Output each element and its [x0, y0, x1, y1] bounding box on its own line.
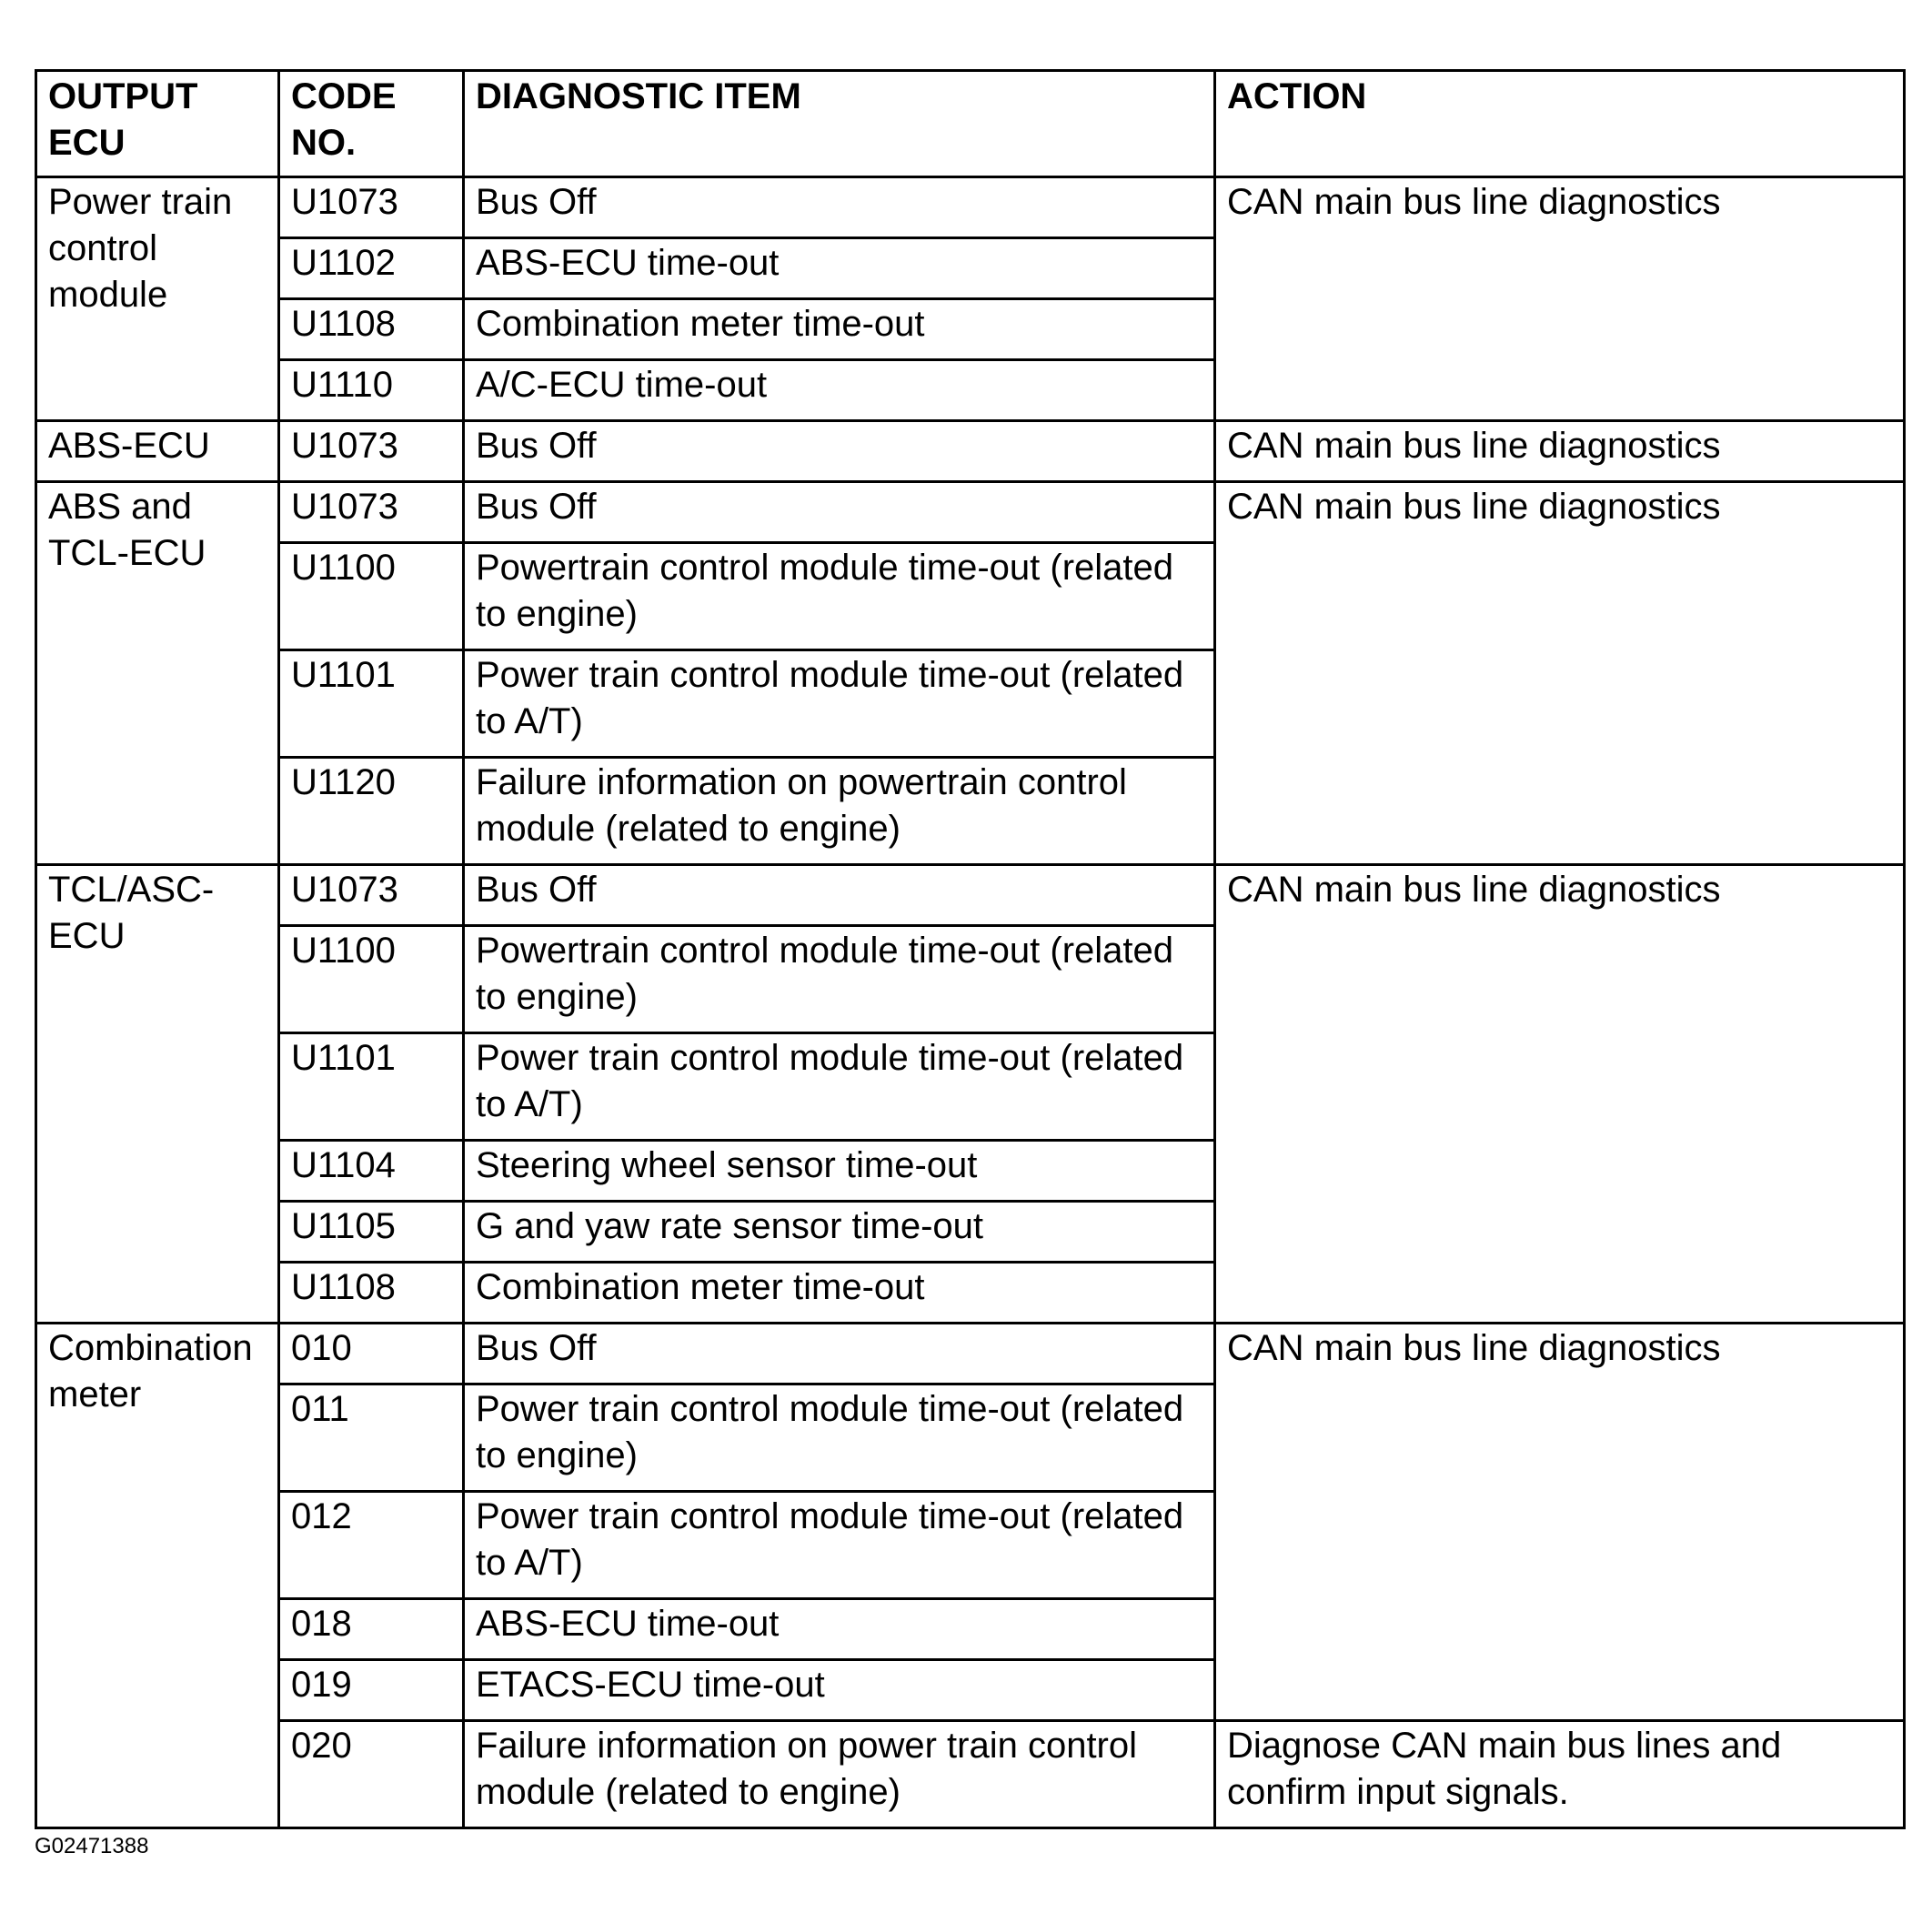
action-cell: CAN main bus line diagnostics [1215, 177, 1905, 421]
table-row [36, 1721, 1905, 1828]
table-row [36, 482, 1905, 543]
code-cell: U1073 [279, 482, 464, 543]
action-cell: CAN main bus line diagnostics [1215, 421, 1905, 482]
table-row [36, 1324, 1905, 1384]
diagnostic-item-cell: ABS-ECU time-out [464, 1599, 1215, 1660]
header-code-no: CODE NO. [279, 71, 464, 177]
output-ecu-cell: ABS and TCL-ECU [36, 482, 279, 865]
figure-reference-id: G02471388 [35, 1834, 149, 1858]
table-row [36, 865, 1905, 926]
code-cell: U1108 [279, 299, 464, 360]
diagnostic-item-cell: Power train control module time-out (related to A/T) [464, 1033, 1215, 1141]
diagnostic-item-cell: Power train control module time-out (related to engine) [464, 1384, 1215, 1492]
diagnostic-code-table [35, 69, 1906, 1829]
code-cell: U1104 [279, 1141, 464, 1202]
diagnostic-item-cell: Bus Off [464, 421, 1215, 482]
diagnostic-item-cell: Failure information on powertrain control module (related to engine) [464, 758, 1215, 865]
output-ecu-cell: Power train control module [36, 177, 279, 421]
code-cell: U1101 [279, 650, 464, 758]
output-ecu-cell: ABS-ECU [36, 421, 279, 482]
code-cell: U1101 [279, 1033, 464, 1141]
diagnostic-item-cell: G and yaw rate sensor time-out [464, 1202, 1215, 1263]
code-cell: U1100 [279, 543, 464, 650]
diagnostic-item-cell: Power train control module time-out (related to A/T) [464, 650, 1215, 758]
code-cell: 012 [279, 1492, 464, 1599]
action-cell: CAN main bus line diagnostics [1215, 865, 1905, 1324]
code-cell: U1110 [279, 360, 464, 421]
header-diagnostic-item: DIAGNOSTIC ITEM [464, 71, 1215, 177]
diagnostic-item-cell: Power train control module time-out (related to A/T) [464, 1492, 1215, 1599]
action-cell: CAN main bus line diagnostics [1215, 1324, 1905, 1721]
output-ecu-cell: Combination meter [36, 1324, 279, 1828]
code-cell: 010 [279, 1324, 464, 1384]
code-cell: 020 [279, 1721, 464, 1828]
code-cell: 018 [279, 1599, 464, 1660]
diagnostic-item-cell: ETACS-ECU time-out [464, 1660, 1215, 1721]
table-header-row [36, 71, 1905, 177]
diagnostic-item-cell: Bus Off [464, 482, 1215, 543]
code-cell: U1102 [279, 238, 464, 299]
code-cell: 019 [279, 1660, 464, 1721]
table-row [36, 177, 1905, 238]
action-cell: CAN main bus line diagnostics [1215, 482, 1905, 865]
diagnostic-item-cell: A/C-ECU time-out [464, 360, 1215, 421]
diagnostic-item-cell: Powertrain control module time-out (related to engine) [464, 926, 1215, 1033]
code-cell: U1105 [279, 1202, 464, 1263]
output-ecu-cell: TCL/ASC-ECU [36, 865, 279, 1324]
header-output-ecu: OUTPUT ECU [36, 71, 279, 177]
code-cell: U1073 [279, 865, 464, 926]
code-cell: U1073 [279, 421, 464, 482]
code-cell: U1120 [279, 758, 464, 865]
diagnostic-item-cell: Combination meter time-out [464, 299, 1215, 360]
code-cell: 011 [279, 1384, 464, 1492]
diagnostic-item-cell: Steering wheel sensor time-out [464, 1141, 1215, 1202]
diagnostic-item-cell: Combination meter time-out [464, 1263, 1215, 1324]
diagnostic-item-cell: ABS-ECU time-out [464, 238, 1215, 299]
diagnostic-item-cell: Bus Off [464, 1324, 1215, 1384]
diagnostic-item-cell: Bus Off [464, 177, 1215, 238]
action-cell: Diagnose CAN main bus lines and confirm input signals. [1215, 1721, 1905, 1828]
code-cell: U1073 [279, 177, 464, 238]
diagnostic-item-cell: Powertrain control module time-out (related to engine) [464, 543, 1215, 650]
header-action: ACTION [1215, 71, 1905, 177]
code-cell: U1100 [279, 926, 464, 1033]
diagnostic-item-cell: Failure information on power train control module (related to engine) [464, 1721, 1215, 1828]
table-row [36, 421, 1905, 482]
code-cell: U1108 [279, 1263, 464, 1324]
diagnostic-item-cell: Bus Off [464, 865, 1215, 926]
